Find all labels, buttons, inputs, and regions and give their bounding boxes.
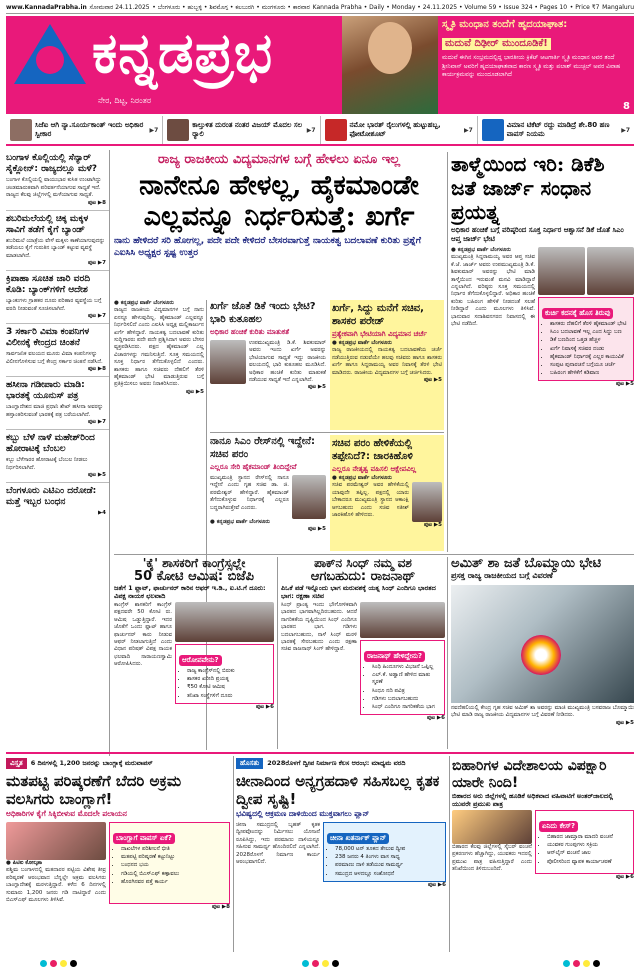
chalavadi-photo: [175, 602, 274, 642]
rajnath-factbox-item: • ಸಿಂಧ್ ಎಂದಿಗೂ ನಾಗರಿಕತೆಯ ಭಾಗ: [372, 704, 441, 711]
yellow-dot-icon: [583, 960, 590, 967]
registration-set: [302, 960, 339, 967]
china-page-ref: ಪುಟ ▶6: [427, 881, 446, 888]
china-factbox-item: • ಸಮುದ್ರದ ಆಳದಲ್ಲೂ ಸಂಶೋಧನೆ: [335, 871, 442, 878]
parade-sub: ಪ್ರತ್ಯೇಕವಾಗಿ ಭೇಟಿಯಾಗಿ ವಿದ್ಯಮಾನ ಚರ್ಚೆ: [332, 330, 427, 338]
masthead-page-ref: 8: [623, 101, 630, 112]
rajnath-body: ಸಿಂಧ್ ಪ್ರಾಂತ್ಯ ಇಂದು ಭೌಗೋಳಿಕವಾಗಿ ಭಾರತದ ಭಾಗವಾಗಿಲ್ಲದಿರಬಹುದು. ಆದರೆ ನಾಗರಿಕತೆಯ ದೃಷ್ಟಿಯಿಂದ ಸಿಂಧ್ ಎಂದಿಗೂ ಭಾರತದ ಭಾಗ. ಗಡಿಗಳು ಬದಲಾಗಬಹುದು, ನಾಳೆ ಸಿಂಧ್ ಮರಳಿ ಭಾರತಕ್ಕೆ ಸೇರಬಹುದು ಎಂದು ರಕ್ಷಣಾ ಸಚಿವ ರಾಜನಾಥ್ ಸಿಂಗ್ ಹೇಳಿದ್ದಾರೆ.: [281, 602, 357, 653]
brief-title: 3 ಸರ್ಕಾರಿ ವಿಮಾ ಕಂಪನಿಗಳ ವಿಲೀನಕ್ಕೆ ಕೇಂದ್ರದ ಚಿಂತನೆ: [6, 327, 90, 348]
china-factbox-item: • ಪರಮಾಣು ದಾಳಿ ತಡೆಯುವ ಸಾಮರ್ಥ್ಯ: [335, 862, 442, 869]
column-divider: [277, 557, 278, 749]
china-headline: ಚೀನಾದಿಂದ ಅನ್ಯಗ್ರಹದಾಳಿ ಸಹಿಸಬಲ್ಲ ಕೃತಕ ದ್ವೀಪ ಸೃಷ್ಟಿ!: [236, 772, 440, 808]
brief-page: ಪುಟ ▶7: [87, 260, 106, 266]
bjp-factbox-title: ಆರೋಪವೇನು?: [179, 655, 222, 666]
brief-body: ಬ್ಯಾಂಕುಗಳು ಗ್ರಾಹಕರ ದೂರು ಪರಿಹಾರ ವ್ಯವಸ್ಥೆಯ ಬಗ್ಗೆ ವರದಿ ನೀಡುವಂತೆ ಸೂಚಿಸಲಾಗಿದೆ.: [6, 298, 102, 312]
strip-tag: ಹೊಸತು: [236, 758, 263, 769]
lead-story[interactable]: [114, 152, 444, 298]
registration-set: [40, 960, 77, 967]
bihar-body: ಬಿಹಾರದ ಕೆಲವು ಜಿಲ್ಲೆಗಳಲ್ಲಿ ಸೈಬರ್ ವಂಚನೆ ಪ್ರಕರಣಗಳು ಹೆಚ್ಚಾಗಿದ್ದು, ಯುವಕರು ಇದರಲ್ಲಿ ಪ್ರಮುಖ ಪಾತ್ರ ವಹಿಸುತ್ತಿದ್ದಾರೆ ಎಂದು ತನಿಖೆಯಿಂದ ತಿಳಿದುಬಂದಿದೆ.: [452, 844, 532, 873]
migrants-sub: ಅಧಿಕಾರಿಗಳ ಕೈಗೆ ಸಿಕ್ಕಿಬೀಳುವ ಮೊದಲೇ ಪಲಾಯನ: [6, 809, 127, 818]
bihar-sub: ಬಿಹಾರದ ಅರು ಜಿಲ್ಲೆಗಳಲ್ಲಿ ಹೂಡಿಕೆ ಅಧಿಕವಾದ ವಹಿವಾಟಿಗೆ ಅಂತರ್‌ಜಾಲದಲ್ಲಿ ಯುವರೇ ಪ್ರಮುಖ ಪಾತ್ರ: [452, 792, 614, 808]
rajnath-headline: ಆಗಬಹುದು: ರಾಜನಾಥ್: [310, 569, 416, 584]
lead-page-ref: ಪುಟ ▶5: [185, 388, 204, 395]
brief-page: ▶4: [97, 510, 106, 516]
migrants-headline: ಮತಪಟ್ಟಿ ಪರಿಷ್ಕರಣೆಗೆ ಬೆದರಿ ಅಕ್ರಮ ವಲಸಿಗರು ಬಾಂಗ್ಲಾಗೆ!: [6, 772, 182, 808]
tagline: ನೇರ, ದಿಟ್ಟ, ನಿರಂತರ: [98, 96, 152, 105]
factbox-item: • ಸಂಪುಟ ಪುನಾರಚನೆ ಬಗ್ಗೆಯೂ ಚರ್ಚೆ: [550, 362, 630, 369]
china-island-story[interactable]: [236, 772, 446, 952]
masthead-headline-block[interactable]: [442, 19, 630, 80]
right-lead-headline: ತಾಳ್ಮೆಯಿಂದ ಇರಿ: ಡಿಕೆಶಿ ಜತೆ ಜಾರ್ಜ್ ಸಂಧಾನ ಪ್ರಯತ್ನ: [451, 152, 605, 224]
parameshwar-photo: [292, 475, 326, 519]
teaser-page: ▶7: [621, 126, 630, 134]
migrants-factbox-item: • ಹೊರಗಿನವರ ಪತ್ತೆ ಕಾರ್ಯ: [121, 879, 226, 886]
cm-race-headline: ನಾನೂ ಸಿಎಂ ರೇಸ್‌ನಲ್ಲಿ ಇದ್ದೇನೆ: ಸಚಿವ ಪರಂ: [210, 436, 315, 460]
jarkiholi-sub: ಎಲ್ಲರೂ ನೇತೃತ್ವ ವಹಿಸಲಿ ಆಕ್ಷೇಪವಿಲ್ಲ: [332, 465, 417, 473]
site-url[interactable]: www.KannadaPrabha.in: [6, 4, 87, 11]
brief-body: ಸಾರ್ವಜನಿಕ ವಲಯದ ಮೂರು ವಿಮಾ ಕಂಪನಿಗಳನ್ನು ವಿಲೀನಗೊಳಿಸುವ ಬಗ್ಗೆ ಕೇಂದ್ರ ಸರ್ಕಾರ ಚಿಂತನೆ ನಡೆಸಿದೆ.: [6, 351, 103, 365]
section-divider: [6, 752, 634, 754]
kharge-dk-page-ref: ಪುಟ ▶5: [307, 384, 326, 391]
brief-title: ಕ್ರಿಪಾಹಾ ಸೂಚಿತ ಜಾರಿ ವರದಿ ಕೊಡಿ: ಬ್ಯಾಂಕ್‌ಗಳಿಗೆ ಆದೇಶ: [6, 274, 91, 295]
brief-title: ಹಸೀನಾ ಗಡೀಪಾರು ಮಾಡಿ: ಭಾರತಕ್ಕೆ ಯೂನುಸ್ ಪತ್ರ: [6, 380, 85, 401]
migrants-factbox: [109, 822, 230, 904]
bjp-headline: 50 ಕೋಟಿ ಆಮಿಷ: ಬಿಜೆಪಿ: [134, 569, 254, 584]
strip-text: 6 ದಿನಗಳಲ್ಲಿ 1,200 ಜನರನ್ನು ಬಾಂಗ್ಲಾಕ್ಕೆ ಮರುವಾಪಸ್: [30, 758, 153, 767]
amit-caption: ನವದೆಹಲಿಯಲ್ಲಿ ಕೇಂದ್ರ ಗೃಹ ಸಚಿವ ಅಮಿತ್ ಶಾ ಅವರನ್ನು ಮಾಜಿ ಮುಖ್ಯಮಂತ್ರಿ ಬಸವರಾಜ ಬೊಮ್ಮಾಯಿ ಭೇಟಿ ಮಾಡಿ ರಾಜ್ಯ ರಾಜಕೀಯ ವಿದ್ಯಮಾನಗಳ ಬಗ್ಗೆ ವಿವರಣೆ ನೀಡಿದರು.: [451, 705, 634, 719]
masthead-headline-2: ಮದುವೆ ದಿಢೀರ್ ಮುಂದೂಡಿಕೆ!: [442, 38, 551, 50]
bihar-factbox: [535, 810, 634, 874]
cyan-dot-icon: [563, 960, 570, 967]
teaser-title: ನಮೋ ಭಾರತ್ ರೈಲುಗಳಲ್ಲಿ ಹುಟ್ಟುಹಬ್ಬ, ಫೋಟೋಶೂಟ್: [349, 121, 441, 138]
brief-item[interactable]: [6, 430, 109, 483]
migrants-photo: [6, 822, 106, 860]
row-divider: [210, 432, 444, 433]
brief-body: ಬಾಂಗ್ಲಾದೇಶದ ಮಾಜಿ ಪ್ರಧಾನಿ ಶೇಖ್ ಹಸೀನಾ ಅವರನ್ನು ಹಸ್ತಾಂತರಿಸುವಂತೆ ಭಾರತಕ್ಕೆ ಪತ್ರ ಬರೆಯಲಾಗಿದೆ.: [6, 404, 104, 418]
lead-subheadline: ನಾನು ಹೇಳಿದರೆ ಸರಿ ಹೋಗಲ್ಲ, ಪದೇ ಪದೇ ಕೇಳಿದರೆ ಬೇಸರವಾಗುತ್ತೆ ನಾಯಕತ್ವ ಬದಲಾವಣೆ ಕುರಿತು ಪ್ರಶ್ನೆಗೆ ಎಐಸಿಸಿ ಅಧ್ಯಕ್ಷರ ಸ್ಪಷ್ಟ ಉತ್ತರ: [114, 236, 422, 258]
illegal-migrants-story[interactable]: [6, 772, 230, 952]
bihar-photo: [452, 810, 532, 844]
registration-set: [563, 960, 600, 967]
brief-item[interactable]: [6, 271, 109, 324]
china-factbox-item: • 78,000 ಟನ್ ತೂಕದ ತೇಲುವ ದ್ವೀಪ: [335, 846, 442, 853]
teaser-title: ವಿಮಾನ ಟಿಕೆಟ್ ರದ್ದು ಮಾಡಿದ್ರೆ ಶೇ.80 ಹಣ ವಾಪಸ್ ನಿಯಮ: [506, 121, 610, 138]
black-dot-icon: [593, 960, 600, 967]
right-lead-factbox: [538, 297, 634, 381]
amit-bommai-photo: [451, 585, 634, 703]
migrants-page-ref: ಪುಟ ▶8: [211, 904, 230, 911]
column-divider: [233, 756, 234, 952]
teaser-thumbnail: [325, 119, 347, 141]
migrants-factbox-title: ಬಾಂಗ್ಲಾಗೆ ವಾಪಸ್ ಏಕೆ?: [113, 833, 175, 844]
cm-race-body: ಮುಖ್ಯಮಂತ್ರಿ ಸ್ಥಾನದ ರೇಸ್‌ನಲ್ಲಿ ನಾನೂ ಇದ್ದೇನೆ ಎಂದು ಗೃಹ ಸಚಿವ ಡಾ. ಜಿ. ಪರಮೇಶ್ವರ್ ಹೇಳಿದ್ದಾರೆ. ಹೈಕಮಾಂಡ್ ತೆಗೆದುಕೊಳ್ಳುವ ನಿರ್ಧಾರಕ್ಕೆ ಎಲ್ಲರೂ ಬದ್ಧರಾಗಿರುತ್ತೇವೆ ಎಂದರು.: [210, 475, 289, 511]
masthead-body: ಮದುವೆ ಈಗಿನ ಸಂಭ್ರಮದಲ್ಲಿದ್ದ ಭಾರತೀಯ ಕ್ರಿಕೆಟ್ ಆಟಗಾರ್ತಿ ಸ್ಮೃತಿ ಮಂಧಾನ ಅವರ ತಂದೆ ಶ್ರೀನಿವಾಸ್ ಅವರಿಗೆ ಹೃದಯಾಘಾತವಾದ ಕಾರಣ ಸ್ಮೃತಿ ಮತ್ತು ಪಲಾಶ್ ಮುಚ್ಛಲ್ ಅವರ ವಿವಾಹ ಕಾರ್ಯಕ್ರಮವನ್ನು ಮುಂದೂಡಲಾಗಿದೆ: [442, 54, 621, 78]
rajnath-factbox-item: • ಗಡಿಗಳು ಬದಲಾಗಬಹುದು: [372, 696, 441, 703]
black-dot-icon: [332, 960, 339, 967]
lead-headline: ನಾನೇನೂ ಹೇಳಲ್ಲ, ಹೈಕಮಾಂಡೇ ಎಲ್ಲವನ್ನೂ ನಿರ್ಧರಿಸುತ್ತೆ: ಖರ್ಗೆ: [139, 170, 419, 232]
price: • Price ₹7: [569, 4, 600, 11]
teaser-item[interactable]: [163, 116, 320, 144]
bihar-factbox-item: • ಪೊಲೀಸರಿಂದ ವ್ಯಾಪಕ ಕಾರ್ಯಾಚರಣೆ: [547, 859, 630, 866]
brief-body: ಶಬರಿಮಲೆ ಯಾತ್ರೆಯ ವೇಳೆ ಮಕ್ಕಳು ಕಾಣೆಯಾಗುವುದನ್ನು ತಡೆಯಲು ಕೈಗೆ ಗುರುತಿನ ಬ್ಯಾಂಡ್ ಕಟ್ಟುವ ವ್ಯವಸ್ಥೆ ಮಾಡಲಾಗಿದೆ.: [6, 237, 105, 259]
bjp-factbox: [175, 644, 274, 704]
yellow-dot-icon: [322, 960, 329, 967]
china-body: ಚೀನಾ ಸಮುದ್ರದಲ್ಲಿ ಬೃಹತ್ ಕೃತಕ ದ್ವೀಪವೊಂದನ್ನು ನಿರ್ಮಿಸಲು ಯೋಜನೆ ರೂಪಿಸಿದ್ದು, ಇದು ಪರಮಾಣು ದಾಳಿಯನ್ನೂ ಸಹಿಸುವ ಸಾಮರ್ಥ್ಯ ಹೊಂದಿರಲಿದೆ ಎನ್ನಲಾಗಿದೆ. 2028ರೊಳಗೆ ನಿರ್ಮಾಣ ಕಾರ್ಯ ಆರಂಭವಾಗಲಿದೆ.: [236, 822, 320, 866]
rajnath-sub: ಪಿಒಕೆ ಪಡೆ ಇನ್ನೊಂದು ಭಾಗ ಮರುವಶಕ್ಕೆ ಯತ್ನ ಸಿಂಧ್ ಎಂದಿಗೂ ಭಾರತದ ಭಾಗ: ರಕ್ಷಣಾ ಸಚಿವ: [281, 584, 436, 600]
china-factbox: [323, 822, 446, 882]
lead-body-column: [114, 300, 204, 522]
rajnath-kicker: ಪಾಕ್‌ನ ಸಿಂಧ್ ನಮ್ಮ ವಶ: [314, 557, 412, 570]
lead-body: ರಾಜ್ಯದ ರಾಜಕೀಯ ವಿದ್ಯಮಾನಗಳ ಬಗ್ಗೆ ನಾನು ಏನನ್ನೂ ಹೇಳುವುದಿಲ್ಲ. ಹೈಕಮಾಂಡ್ ಎಲ್ಲವನ್ನೂ ನಿರ್ಧರಿಸಲಿದೆ ಎಂದು ಎಐಸಿಸಿ ಅಧ್ಯಕ್ಷ ಮಲ್ಲಿಕಾರ್ಜುನ ಖರ್ಗೆ ಹೇಳಿದ್ದಾರೆ. ನಾಯಕತ್ವ ಬದಲಾವಣೆ ಕುರಿತು ಸುದ್ದಿಗಾರರು ಪದೇ ಪದೇ ಪ್ರಶ್ನಿಸಿದಾಗ ಅವರು ಬೇಸರ ವ್ಯಕ್ತಪಡಿಸಿದರು. ಪಕ್ಷದ ಹೈಕಮಾಂಡ್ ಎಲ್ಲ ವಿಚಾರಗಳನ್ನು ಗಮನಿಸುತ್ತಿದೆ. ಸೂಕ್ತ ಸಮಯದಲ್ಲಿ ಸೂಕ್ತ ನಿರ್ಧಾರ ತೆಗೆದುಕೊಳ್ಳಲಿದೆ ಎಂದರು. ಶಾಸಕರು ಹಾಗೂ ಸಚಿವರು ದೆಹಲಿಗೆ ತೆರಳಿ ಹೈಕಮಾಂಡ್ ಭೇಟಿ ಮಾಡುತ್ತಿರುವ ಬಗ್ಗೆ ಪ್ರತಿಕ್ರಿಯಿಸಲು ಅವರು ನಿರಾಕರಿಸಿದರು.: [114, 307, 204, 388]
left-briefs-column: [6, 150, 110, 756]
right-lead-byline: ● ಕನ್ನಡಪ್ರಭ ವಾರ್ತೆ ಬೆಂಗಳೂರು: [451, 247, 511, 253]
cm-race-sub: ಎಲ್ಲರೂ ಸೇರಿ ಹೈಕಮಾಂಡ್ ತಿಂದಿದ್ದೇವೆ: [210, 463, 297, 471]
teaser-strip: [6, 116, 634, 146]
bottom-mid-strip: [236, 756, 446, 770]
china-factbox-title: ಚೀನಾ ಖತರ್ನಾಕ್ ಪ್ಲಾನ್: [327, 833, 389, 844]
factbox-item: • ಶಾಸಕರು ದೆಹಲಿಗೆ ತೆರಳಿ ಹೈಕಮಾಂಡ್ ಭೇಟಿ: [550, 321, 630, 328]
migrants-factbox-item: • ಮತಪಟ್ಟಿ ಪರಿಷ್ಕರಣೆ ಕಟ್ಟುನಿಟ್ಟು: [121, 854, 226, 861]
right-lead-page-ref: ಪುಟ ▶5: [615, 381, 634, 388]
column-divider: [449, 756, 450, 952]
brief-title: ಬೆಂಗಳೂರು ಎಟಿಎಂ ದರೋಡೆ: ಮತ್ತೆ ಇಬ್ಬರ ಬಂಧನ: [6, 486, 97, 507]
parade-headline: ಖರ್ಗೆ, ಸಿದ್ದು ಮನೆಗೆ ಸಚಿವ, ಶಾಸಕರ ಪರೇಡ್: [332, 303, 424, 327]
bjp-allegation-story[interactable]: [114, 557, 274, 749]
column-divider: [447, 152, 448, 552]
parade-page-ref: ಪುಟ ▶5: [423, 377, 442, 384]
jarkiholi-body: ಸಚಿವ ಪರಮೇಶ್ವರ್ ಅವರ ಹೇಳಿಕೆಯಲ್ಲಿ ಯಾವುದೇ ತಪ್ಪಿಲ್ಲ. ಪಕ್ಷದಲ್ಲಿ ಯಾರು ಬೇಕಾದರೂ ಮುಖ್ಯಮಂತ್ರಿ ಸ್ಥಾನದ ಆಕಾಂಕ್ಷಿ ಆಗಬಹುದು ಎಂದು ಸಚಿವ ಸತೀಶ್ ಜಾರಕಿಹೊಳಿ ಹೇಳಿದರು.: [332, 482, 409, 519]
bjp-kicker: 'ಕೈ' ಶಾಸಕರಿಗೆ ಕಾಂಗ್ರೆಸ್ಸಲ್ಲೇ: [142, 557, 246, 570]
bjp-sub: ಜತೆಗೆ 1 ಫ್ಲಾಟ್, ಫಾರ್ಚುನರ್ ಕಾರಿನ ಆಫರ್ ಇ.ಡಿ., ಐ.ಟಿ.ಗೆ ದೂರು: ವಿಪಕ್ಷ ನಾಯಕ ಛಲವಾದಿ: [114, 584, 266, 600]
brief-body: ಬಂಗಾಳ ಕೊಲ್ಲಿಯಲ್ಲಿ ವಾಯುಭಾರ ಕುಸಿತ ಉಂಟಾಗಿದ್ದು ಚಂಡಮಾರುತವಾಗಿ ಪರಿವರ್ತನೆಯಾಗುವ ಸಾಧ್ಯತೆ ಇದೆ. ರಾಜ್ಯದ ಕೆಲವು ಜಿಲ್ಲೆಗಳಲ್ಲಿ ಮಳೆಯಾಗುವ ಸಾಧ್ಯತೆ.: [6, 177, 102, 198]
teaser-page: ▶7: [463, 126, 473, 134]
right-lead-body: ಮುಖ್ಯಮಂತ್ರಿ ಸಿದ್ದರಾಮಯ್ಯ ಅವರ ಆಪ್ತ ಸಚಿವ ಕೆ.ಜೆ. ಜಾರ್ಜ್ ಅವರು ಉಪಮುಖ್ಯಮಂತ್ರಿ ಡಿ.ಕೆ. ಶಿವಕುಮಾರ್ ಅವರನ್ನು ಭೇಟಿ ಮಾಡಿ ತಾಳ್ಮೆಯಿಂದ ಇರುವಂತೆ ಮನವಿ ಮಾಡಿದ್ದಾರೆ ಎನ್ನಲಾಗಿದೆ. ವರಿಷ್ಠರು ಸೂಕ್ತ ಸಮಯದಲ್ಲಿ ನಿರ್ಧಾರ ತೆಗೆದುಕೊಳ್ಳಲಿದ್ದಾರೆ. ಅಧಿಕಾರ ಹಂಚಿಕೆ ಕುರಿತು ಬಹಿರಂಗ ಹೇಳಿಕೆ ನೀಡದಂತೆ ಸಲಹೆ ನೀಡಿದ್ದಾರೆ ಎಂದು ಮೂಲಗಳು ತಿಳಿಸಿವೆ. ಭಾನುವಾರ ಸದಾಶಿವನಗರದ ನಿವಾಸದಲ್ಲಿ ಈ ಭೇಟಿ ನಡೆದಿದೆ.: [451, 254, 535, 328]
rajnath-factbox-item: • ಎಲ್.ಕೆ. ಅಡ್ವಾಣಿ ಹೇಳಿದ ಮಾತು ಸ್ಮರಣೆ: [372, 672, 441, 686]
strip-tag: ವಿಸ್ತೃತ: [6, 758, 27, 769]
kharge-dk-body: ಉಪಮುಖ್ಯಮಂತ್ರಿ ಡಿ.ಕೆ. ಶಿವಕುಮಾರ್ ಅವರು ಇಂದು ಖರ್ಗೆ ಅವರನ್ನು ಭೇಟಿಯಾಗುವ ಸಾಧ್ಯತೆ ಇದ್ದು ರಾಜಕೀಯ ವಲಯದಲ್ಲಿ ಭಾರಿ ಕುತೂಹಲ ಮೂಡಿಸಿದೆ. ಅಧಿಕಾರ ಹಂಚಿಕೆ ಕುರಿತು ಮಾತುಕತೆ ನಡೆಯುವ ಸಾಧ್ಯತೆ ಇದೆ ಎನ್ನಲಾಗಿದೆ.: [249, 340, 326, 384]
dks-photo: [538, 247, 585, 295]
issue-info: Kannada Prabha • Daily • Monday • 24.11.2025 • Volume 59 • Issue 324 • Pages 10: [312, 4, 568, 11]
brief-title: ಕಬ್ಬು ಬೆಳೆ ನಾಳೆ ಮಹೇಶ್‌ರಿಂದ ಹೋರಾಟಕ್ಕೆ ಬೆಂಬಲ: [6, 433, 95, 454]
masthead-photo: [342, 16, 438, 114]
magenta-dot-icon: [573, 960, 580, 967]
factbox-item: • ಖರ್ಗೆ ನಿವಾಸಕ್ಕೆ ಸಚಿವರ ದಂಡು: [550, 346, 630, 353]
rajnath-page-ref: ಪುಟ ▶6: [426, 715, 445, 722]
brief-page: ಪುಟ ▶7: [87, 419, 106, 425]
teaser-thumbnail: [10, 119, 32, 141]
bjp-factbox-item: • ತನಿಖಾ ಸಂಸ್ಥೆಗಳಿಗೆ ದೂರು: [187, 693, 270, 700]
brief-title: ಬಂಗಾಳ ಕೊಲ್ಲಿಯಲ್ಲಿ ಸೆನ್ಯಾರ್ ಸೈಕ್ಲೋನ್: ರಾಜ್ಯದಲ್ಲೂ ಮಳೆ?: [6, 153, 97, 174]
migrants-factbox-item: • ಗಡಿಯಲ್ಲಿ ಬಿಎಸ್ಎಫ್ ಕಣ್ಗಾವಲು: [121, 871, 226, 878]
edition-city: Mangaluru: [602, 4, 634, 11]
rajnath-photo: [360, 602, 445, 638]
bihar-factbox-item: • ಆನ್‌ಲೈನ್ ವಂಚನೆ ಜಾಲ: [547, 850, 630, 857]
editions-list: • ಬೆಂಗಳೂರು • ಹುಬ್ಬಳ್ಳಿ • ಶಿವಮೊಗ್ಗ • ಕಲಬುರಗಿ • ಮಂಗಳೂರು • ಕಾರವಾರ: [152, 3, 310, 11]
jarkiholi-byline: ● ಕನ್ನಡಪ್ರಭ ವಾರ್ತೆ ಬೆಂಗಳೂರು: [332, 475, 392, 481]
kharge-dk-story[interactable]: [210, 300, 326, 430]
brief-title: ಶಬರಿಮಲೆಯಲ್ಲಿ ಚಿಕ್ಕ ಮಕ್ಕಳ ಸಾವಿಗೆ ತಡೆಗೆ ಕೈಗೆ ಬ್ಯಾಂಡ್: [6, 213, 89, 235]
migrants-byline: ● ಪಿಟಿಐ ಕೋಲ್ಕತಾ: [6, 860, 43, 866]
bjp-body: ಕಾಂಗ್ರೆಸ್ ಶಾಸಕರಿಗೆ ಕಾಂಗ್ರೆಸ್ ಪಕ್ಷದವರೇ 50 ಕೋಟಿ ರು. ಆಮಿಷ ಒಡ್ಡುತ್ತಿದ್ದಾರೆ. ಇದರ ಜೊತೆಗೆ ಒಂದು ಫ್ಲಾಟ್ ಹಾಗೂ ಫಾರ್ಚುನರ್ ಕಾರು ನೀಡುವ ಆಫರ್ ನೀಡಲಾಗುತ್ತಿದೆ ಎಂದು ವಿಧಾನ ಪರಿಷತ್ ವಿಪಕ್ಷ ನಾಯಕ ಛಲವಾದಿ ನಾರಾಯಣಸ್ವಾಮಿ ಆರೋಪಿಸಿದರು.: [114, 602, 172, 668]
teaser-title: ಸಿಜೆಐ ಆಗಿ ನ್ಯಾ.ಸೂರ್ಯಕಾಂತ್ ಇಂದು ಅಧಿಕಾರ ಸ್ವೀಕಾರ: [35, 121, 144, 138]
rajnath-factbox-item: • ಸಿಂಧಿ ಹಿಂದೂಗಳು ವಿಭಜನೆ ಒಪ್ಪಿಲ್ಲ: [372, 664, 441, 671]
right-lead-sub: ಅಧಿಕಾರ ಹಂಚಿಕೆ ಬಗ್ಗೆ ವರಿಷ್ಠರಿಂದ ಸೂಕ್ತ ನಿರ್ಧಾರ ಆಶ್ವಾಸನೆ ಡಿಕೆ ಜೊತೆ ಸಿಎಂ ಆಪ್ತ ಜಾರ್ಜ್ ಭೇಟಿ: [451, 226, 624, 243]
george-photo: [587, 247, 634, 295]
brief-body: ಕಬ್ಬು ಬೆಳೆಗಾರರ ಹೋರಾಟಕ್ಕೆ ಬೆಂಬಲ ನೀಡಲು ನಿರ್ಧರಿಸಲಾಗಿದೆ.: [6, 457, 88, 471]
teaser-item[interactable]: [6, 116, 163, 144]
bjp-page-ref: ಪುಟ ▶6: [255, 703, 274, 710]
jarkiholi-page-ref: ಪುಟ ▶5: [423, 522, 442, 529]
bouquet-icon: [521, 635, 561, 675]
brief-page: ಪುಟ ▶8: [87, 199, 106, 206]
china-sub: ಭವಿಷ್ಯದಲ್ಲಿ ಆಕ್ರಮಣ ದಾಳಿಯಿಂದ ಮುಕ್ತವಾಗಲು ಪ್ಲಾನ್: [236, 809, 370, 818]
rajnath-story[interactable]: [281, 557, 445, 749]
teaser-title: ಕಾಲ್ತುಳಿತ ದುರಂತ ನಂತರ ವಿಜಯ್ ಮೊದಲ ಸಲ ರ‍್ಯಾಲಿ: [192, 121, 303, 138]
teaser-thumbnail: [167, 119, 189, 141]
amit-page-ref: ಪುಟ ▶5: [615, 719, 634, 726]
bihar-factbox-item: • ಯುವಕರ ಗುಂಪುಗಳು ಸಕ್ರಿಯ: [547, 842, 630, 849]
bihar-story[interactable]: [452, 758, 634, 952]
bihar-headline: ಬಿಹಾರಿಗಳ ವಿದೇಶಾಲಯ ವಿಪಕ್ಷಾರಿ ಯಾರೇ ನಿಂದಿ!: [452, 758, 607, 791]
brief-item[interactable]: [6, 324, 109, 377]
migrants-factbox-item: • ಬಂಧನದ ಭಯ: [121, 862, 226, 869]
brief-page: ಪುಟ ▶5: [87, 472, 106, 478]
cm-race-page-ref: ಪುಟ ▶5: [307, 526, 326, 533]
rajnath-factbox-item: • ಸಿಂಧೂ ನದಿ ಪವಿತ್ರ: [372, 688, 441, 695]
brief-page: ಪುಟ ▶7: [87, 313, 106, 319]
amit-shah-story[interactable]: [451, 557, 634, 749]
kharge-dk-headline: ಖರ್ಗೆ ಜೊತೆ ಡಿಕೆ ಇಂದು ಭೇಟಿ? ಭಾರಿ ಕುತೂಹಲ: [210, 301, 316, 325]
migrants-body: ಪಶ್ಚಿಮ ಬಂಗಾಳದಲ್ಲಿ ಮತದಾರರ ಪಟ್ಟಿಯ ವಿಶೇಷ ತೀವ್ರ ಪರಿಷ್ಕರಣೆ ಆರಂಭವಾದ ಬೆನ್ನಲ್ಲೇ ಅಕ್ರಮ ವಲಸಿಗರು ಬಾಂಗ್ಲಾದೇಶಕ್ಕೆ ಮರಳುತ್ತಿದ್ದಾರೆ. ಕಳೆದ 6 ದಿನಗಳಲ್ಲಿ ಸುಮಾರು 1,200 ಜನರು ಗಡಿ ದಾಟಿದ್ದಾರೆ ಎಂದು ಬಿಎಸ್ಎಫ್ ಮೂಲಗಳು ತಿಳಿಸಿವೆ.: [6, 867, 106, 904]
brief-page: ಪುಟ ▶8: [87, 366, 106, 372]
factbox-item: • ಹೈಕಮಾಂಡ್ ನಿರ್ಧಾರಕ್ಕೆ ಎಲ್ಲರ ಕಾಯುವಿಕೆ: [550, 354, 630, 361]
bihar-page-ref: ಪುಟ ▶6: [615, 873, 634, 880]
masthead-headline-1: ಸ್ಮೃತಿ ಮಂಧಾನ ತಂದೆಗೆ ಹೃದಯಾಘಾತ:: [442, 19, 568, 30]
lead-byline: ● ಕನ್ನಡಪ್ರಭ ವಾರ್ತೆ ಬೆಂಗಳೂರು: [114, 300, 174, 306]
bihar-factbox-title: ಏನಿದು ಕೇಸ್?: [539, 821, 578, 832]
logo-mark-icon: [14, 24, 86, 84]
bihar-factbox-item: • ಬಿಹಾರದ ಜಾಮ್ತಾರಾ ಮಾದರಿ ವಂಚನೆ: [547, 834, 630, 841]
column-divider: [447, 557, 448, 749]
bjp-factbox-item: • ಶಾಸಕರ ಖರೀದಿ ಪ್ರಯತ್ನ: [187, 676, 270, 683]
jarkiholi-headline: ಸಚಿವ ಪರಂ ಹೇಳಿಕೆಯಲ್ಲಿ ತಪ್ಪೇನಿದೆ?: ಜಾರಕಿಹೊಳಿ: [332, 438, 413, 462]
masthead: [6, 16, 634, 114]
parade-body: ರಾಜ್ಯ ರಾಜಕೀಯದಲ್ಲಿ ನಾಯಕತ್ವ ಬದಲಾವಣೆಯ ಚರ್ಚೆ ನಡೆಯುತ್ತಿರುವ ನಡುವೆಯೇ ಹಲವು ಸಚಿವರು ಹಾಗೂ ಶಾಸಕರು ಖರ್ಗೆ ಹಾಗೂ ಸಿದ್ದರಾಮಯ್ಯ ಅವರ ನಿವಾಸಕ್ಕೆ ತೆರಳಿ ಭೇಟಿ ಮಾಡಿದರು. ರಾಜಕೀಯ ವಿದ್ಯಮಾನಗಳ ಬಗ್ಗೆ ಚರ್ಚಿಸಿದರು.: [332, 347, 442, 376]
brief-item[interactable]: [6, 150, 109, 211]
cyan-dot-icon: [302, 960, 309, 967]
teaser-page: ▶7: [306, 126, 316, 134]
date-left: ಸೋಮವಾರ 24.11.2025: [89, 3, 150, 11]
factbox-item: • ಬಹಿರಂಗ ಹೇಳಿಕೆಗೆ ಕಡಿವಾಣ: [550, 370, 630, 377]
amit-sub: ಪ್ರಸಕ್ತ ರಾಜ್ಯ ರಾಜಕೀಯದ ಬಗ್ಗೆ ವಿವರಣೆ: [451, 571, 553, 580]
factbox-title: ಕುರ್ಚಿ ಕದನಕ್ಕೆ ಹೊಸ ತಿರುವು: [542, 308, 613, 319]
bjp-factbox-item: • ರಾಜ್ಯ ಕಾಂಗ್ರೆಸ್‌ನಲ್ಲಿ ಬಿರುಕು: [187, 668, 270, 675]
black-dot-icon: [70, 960, 77, 967]
section-divider: [114, 554, 634, 555]
kharge-dk-sub: ಅಧಿಕಾರ ಹಂಚಿಕೆ ಕುರಿತು ಮಾತುಕತೆ: [210, 328, 290, 336]
brief-item[interactable]: [6, 377, 109, 430]
china-factbox-item: • 238 ಜನರು 4 ತಿಂಗಳು ವಾಸ ಸಾಧ್ಯ: [335, 854, 442, 861]
bjp-factbox-item: • ₹50 ಕೋಟಿ ಆಮಿಷ: [187, 684, 270, 691]
rajnath-factbox: [360, 640, 445, 715]
cyan-dot-icon: [40, 960, 47, 967]
jarkiholi-photo: [412, 482, 442, 522]
teaser-page: ▶7: [149, 126, 159, 134]
rajnath-factbox-title: ರಾಜನಾಥ್ ಹೇಳಿದ್ದೇನು?: [364, 651, 425, 662]
factbox-item: • ಡಿಕೆ ಬಣದಿಂದ ಒತ್ತಡ ಹೆಚ್ಚಳ: [550, 337, 630, 344]
brief-item[interactable]: [6, 211, 109, 272]
jarkiholi-story[interactable]: [330, 435, 444, 551]
cm-race-story[interactable]: [210, 435, 326, 551]
bottom-left-strip: [6, 756, 230, 770]
magenta-dot-icon: [312, 960, 319, 967]
lead-kicker: ರಾಜ್ಯ ರಾಜಕೀಯ ವಿದ್ಯಮಾನಗಳ ಬಗ್ಗೆ ಹೇಳಲು ಏನೂ ಇಲ್ಲ: [157, 152, 401, 167]
newspaper-logo: ಕನ್ನಡಪ್ರಭ: [92, 20, 274, 86]
strip-text: 2028ರೊಳಗೆ ದ್ವೀಪ ನಿರ್ಮಾಣ ಕೆಲಸ ಆರಂಭ: ಮಾಧ್ಯಮ ವರದಿ: [267, 758, 406, 767]
magenta-dot-icon: [50, 960, 57, 967]
right-lead-story[interactable]: [451, 152, 634, 552]
top-info-bar: [6, 2, 634, 14]
teaser-thumbnail: [482, 119, 504, 141]
parade-story[interactable]: [330, 300, 444, 430]
factbox-item: • ಸಿಎಂ ಬದಲಾವಣೆ ಇಲ್ಲ ಎಂದ ಸಿದ್ದು ಬಣ: [550, 329, 630, 336]
yellow-dot-icon: [60, 960, 67, 967]
kharge-photo: [210, 340, 246, 384]
cm-race-byline: ● ಕನ್ನಡಪ್ರಭ ವಾರ್ತೆ ಬೆಂಗಳೂರು: [210, 519, 270, 525]
amit-headline: ಅಮಿತ್ ಶಾ ಜತೆ ಬೊಮ್ಮಾಯಿ ಭೇಟಿ: [451, 557, 602, 571]
teaser-item[interactable]: [321, 116, 478, 144]
migrants-factbox-item: • ದಾಖಲೆಗಳ ಪರಿಶೀಲನೆ ಭೀತಿ: [121, 846, 226, 853]
brief-item[interactable]: [6, 483, 109, 519]
print-registration-marks: [0, 960, 640, 967]
teaser-item[interactable]: [478, 116, 634, 144]
parade-byline: ● ಕನ್ನಡಪ್ರಭ ವಾರ್ತೆ ಬೆಂಗಳೂರು: [332, 340, 392, 346]
